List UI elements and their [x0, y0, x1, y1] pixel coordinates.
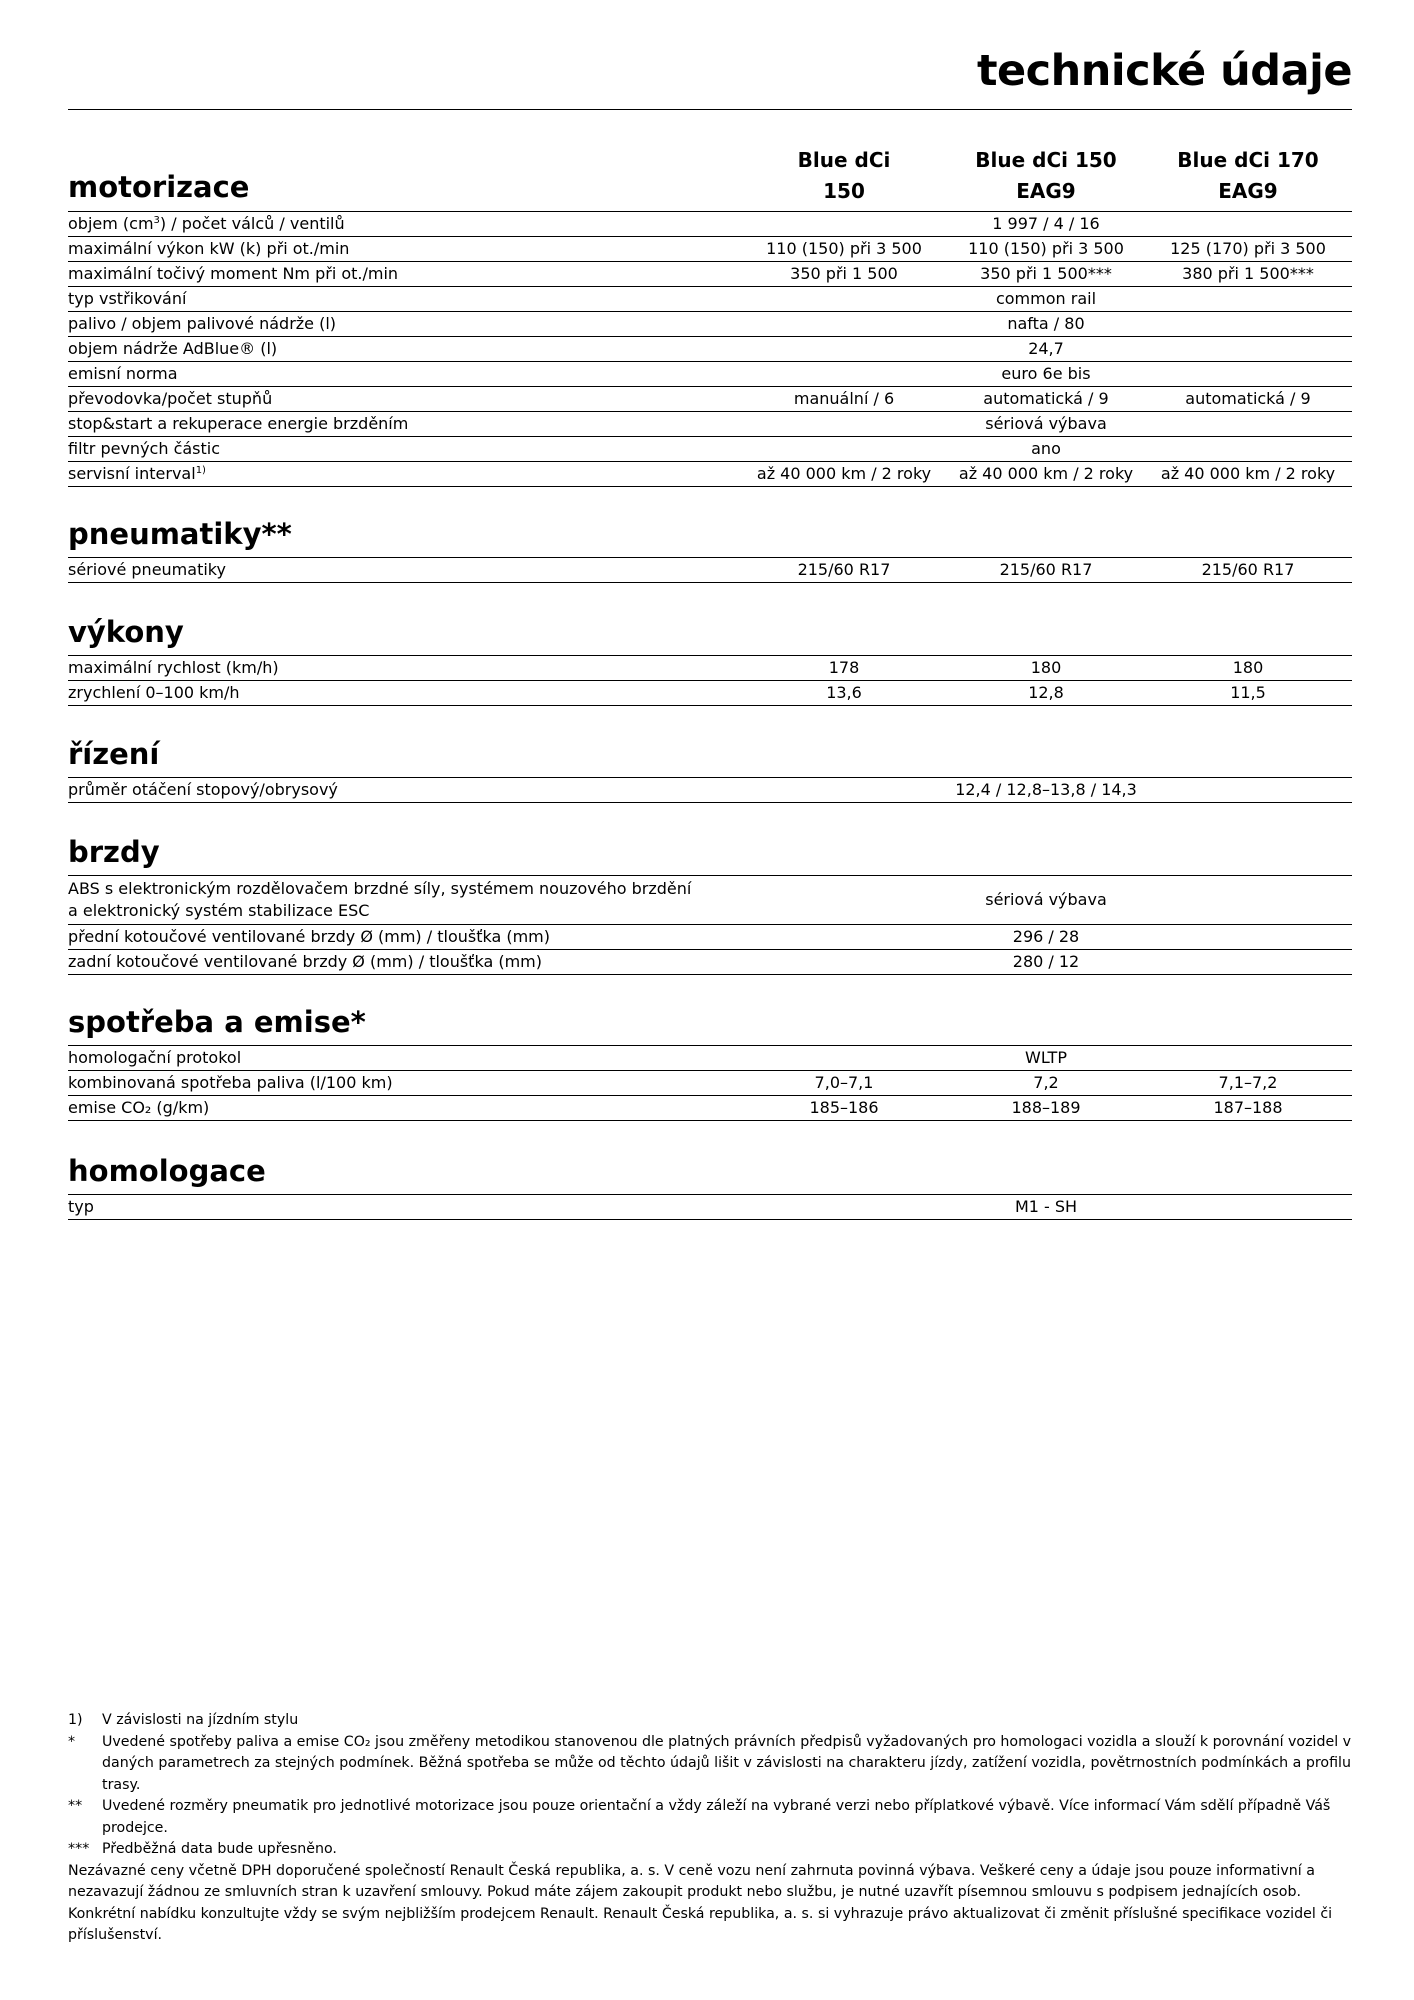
row-label: kombinovaná spotřeba paliva (l/100 km): [68, 1073, 393, 1092]
section-title: pneumatiky**: [68, 517, 292, 551]
row-value-col2: 350 při 1 500***: [980, 264, 1112, 283]
table-row: [68, 1046, 1352, 1071]
table-row: [68, 462, 1352, 486]
table-row: [68, 387, 1352, 412]
section-title: výkony: [68, 615, 184, 649]
table-row: [68, 876, 1352, 925]
table-row: [68, 1096, 1352, 1120]
footnote: [68, 1710, 1352, 1732]
row-label: servisní interval$^{1)}$: [68, 464, 206, 483]
row-value-col1: 185–186: [809, 1098, 879, 1117]
column-header-1: [744, 145, 944, 207]
table-row: [68, 362, 1352, 387]
table-row: [68, 1195, 1352, 1219]
row-value-col3: automatická / 9: [1185, 389, 1311, 408]
row-value-col3: 187–188: [1213, 1098, 1283, 1117]
footnote: [68, 1839, 1352, 1861]
row-label: emisní norma: [68, 364, 178, 383]
title-divider: [68, 109, 1352, 110]
table-row: [68, 437, 1352, 462]
row-value-all: 12,4 / 12,8–13,8 / 14,3: [955, 780, 1137, 799]
table-row: [68, 778, 1352, 802]
footnote-mark: ***: [68, 1841, 90, 1857]
table-row: [68, 1071, 1352, 1096]
row-value-col2: automatická / 9: [983, 389, 1109, 408]
row-label: typ: [68, 1197, 94, 1216]
section-title: motorizace: [68, 170, 250, 204]
row-value-all: common rail: [995, 289, 1097, 308]
row-value-col1: až 40 000 km / 2 roky: [756, 464, 932, 483]
table-row: [68, 681, 1352, 705]
row-value-all: WLTP: [1025, 1048, 1067, 1067]
row-label: ABS s elektronickým rozdělovačem brzdné síly, systémem nouzového brzdění a elektronický systém stabilizace ESC: [68, 879, 692, 920]
row-value-all: ano: [1031, 439, 1061, 458]
table-row: [68, 656, 1352, 681]
footnote-mark: **: [68, 1798, 83, 1814]
table-row: [68, 558, 1352, 582]
row-label: maximální výkon kW (k) při ot./min: [68, 239, 350, 258]
column-header-line2: EAG9: [1016, 179, 1076, 203]
footnote-mark: 1): [68, 1712, 83, 1728]
row-label: maximální rychlost (km/h): [68, 658, 279, 677]
row-label: stop&start a rekuperace energie brzděním: [68, 414, 409, 433]
row-label: přední kotoučové ventilované brzdy Ø (mm) / tloušťka (mm): [68, 927, 551, 946]
spec-table: [68, 557, 1352, 583]
column-header-line1: Blue dCi: [797, 148, 891, 172]
row-value-col3: 180: [1232, 658, 1264, 677]
row-label: emise CO₂ (g/km): [68, 1098, 210, 1117]
footnote: [68, 1732, 1352, 1797]
row-value-col3: 11,5: [1230, 683, 1266, 702]
row-value-all: sériová výbava: [985, 414, 1107, 433]
row-value-all: 296 / 28: [1012, 927, 1080, 946]
column-header-line2: 150: [823, 179, 865, 203]
section-title: spotřeba a emise*: [68, 1005, 366, 1039]
row-value-col2: až 40 000 km / 2 roky: [958, 464, 1134, 483]
row-value-col3: 380 při 1 500***: [1182, 264, 1314, 283]
table-row: [68, 212, 1352, 237]
row-value-col2: 188–189: [1011, 1098, 1081, 1117]
row-value-col3: až 40 000 km / 2 roky: [1160, 464, 1336, 483]
row-label: zrychlení 0–100 km/h: [68, 683, 240, 702]
row-value-col2: 12,8: [1028, 683, 1064, 702]
footnote: [68, 1796, 1352, 1839]
row-label: homologační protokol: [68, 1048, 242, 1067]
footnote-text: Uvedené spotřeby paliva a emise CO₂ jsou změřeny metodikou stanovenou dle platných právních předpisů vyžadovaných pro homologaci vozidla a slouží k porovnání vozidel v daných parametrech za stejných podmínek. Běžná spotřeba se může od těchto údajů lišit v závislosti na charakteru jízdy, zatížení vozidla, povětrnostních podmínkách a profilu trasy.: [102, 1733, 1352, 1793]
column-header-3: [1148, 145, 1348, 207]
row-value-col1: 350 při 1 500: [790, 264, 898, 283]
column-header-line1: Blue dCi 150: [975, 148, 1117, 172]
row-label: objem $(cm^3)$ / počet válců / ventilů: [68, 214, 345, 233]
column-header-2: [946, 145, 1146, 207]
row-value-col2: 215/60 R17: [999, 560, 1093, 579]
section-title: brzdy: [68, 835, 160, 869]
footnote-mark: *: [68, 1733, 76, 1750]
row-label: převodovka/počet stupňů: [68, 389, 273, 408]
spec-table: [68, 1194, 1352, 1220]
row-value-col2: 180: [1030, 658, 1062, 677]
section-title: řízení: [68, 737, 160, 771]
spec-table: [68, 211, 1352, 487]
section-title: homologace: [68, 1154, 266, 1188]
table-row: [68, 287, 1352, 312]
footnote-text: Předběžná data bude upřesněno.: [102, 1841, 337, 1857]
row-value-col1: 110 (150) při 3 500: [766, 239, 922, 258]
row-value-all: 1 997 / 4 / 16: [992, 214, 1100, 233]
table-row: [68, 925, 1352, 950]
page: [68, 0, 1352, 2000]
row-value-all: euro 6e bis: [1001, 364, 1091, 383]
row-value-all: 280 / 12: [1012, 952, 1080, 971]
table-row: [68, 950, 1352, 974]
spec-table: [68, 777, 1352, 803]
footnotes: [68, 1710, 1352, 1947]
table-row: [68, 237, 1352, 262]
table-row: [68, 312, 1352, 337]
row-value-all: sériová výbava: [985, 890, 1107, 909]
spec-table: [68, 1045, 1352, 1121]
column-header-line2: EAG9: [1218, 179, 1278, 203]
row-label: typ vstřikování: [68, 289, 187, 308]
row-value-col1: 7,0–7,1: [814, 1073, 874, 1092]
footnote-text: V závislosti na jízdním stylu: [102, 1712, 299, 1728]
row-value-all: nafta / 80: [1007, 314, 1085, 333]
row-value-col3: 125 (170) při 3 500: [1170, 239, 1326, 258]
footnote-text: Uvedené rozměry pneumatik pro jednotlivé motorizace jsou pouze orientační a vždy záleží na vybrané verzi nebo příplatkové výbavě. Více informací Vám sdělí případně Váš prodejce.: [102, 1798, 1331, 1836]
row-label: objem nádrže AdBlue® (l): [68, 339, 278, 358]
row-value-col2: 7,2: [1033, 1073, 1059, 1092]
row-label: palivo / objem palivové nádrže (l): [68, 314, 337, 333]
row-value-all: 24,7: [1028, 339, 1064, 358]
row-value-col3: 7,1–7,2: [1218, 1073, 1278, 1092]
disclaimer: Nezávazné ceny včetně DPH doporučené společností Renault Česká republika, a. s. V ceně vozu není zahrnuta povinná výbava. Veškeré ceny a údaje jsou pouze informativní a nezavazují žádnou ze smluvních stran k uzavření smlouvy. Pokud máte zájem zakoupit produkt nebo službu, je nutné uzavřít písemnou smlouvu s podpisem jednajících osob. Konkrétní nabídku konzultujte vždy se svým nejbližším prodejcem Renault. Renault Česká republika, a. s. si vyhrazuje právo aktualizovat či změnit příslušné specifikace vozidel či příslušenství.: [68, 1862, 1333, 1943]
spec-table: [68, 655, 1352, 706]
row-value-col1: 215/60 R17: [797, 560, 891, 579]
row-label: maximální točivý moment Nm při ot./min: [68, 264, 399, 283]
table-row: [68, 412, 1352, 437]
row-label: průměr otáčení stopový/obrysový: [68, 780, 338, 799]
row-value-col1: 13,6: [826, 683, 862, 702]
row-label: zadní kotoučové ventilované brzdy Ø (mm) / tloušťka (mm): [68, 952, 542, 971]
table-row: [68, 337, 1352, 362]
row-value-col1: 178: [828, 658, 860, 677]
spec-table: [68, 875, 1352, 975]
row-label: filtr pevných částic: [68, 439, 221, 458]
row-value-col1: manuální / 6: [793, 389, 895, 408]
row-value-col2: 110 (150) při 3 500: [968, 239, 1124, 258]
row-value-all: M1 - SH: [1014, 1197, 1078, 1216]
row-value-col3: 215/60 R17: [1201, 560, 1295, 579]
column-header-line1: Blue dCi 170: [1177, 148, 1319, 172]
table-row: [68, 262, 1352, 287]
page-title: technické údaje: [976, 46, 1352, 96]
row-label: sériové pneumatiky: [68, 560, 226, 579]
